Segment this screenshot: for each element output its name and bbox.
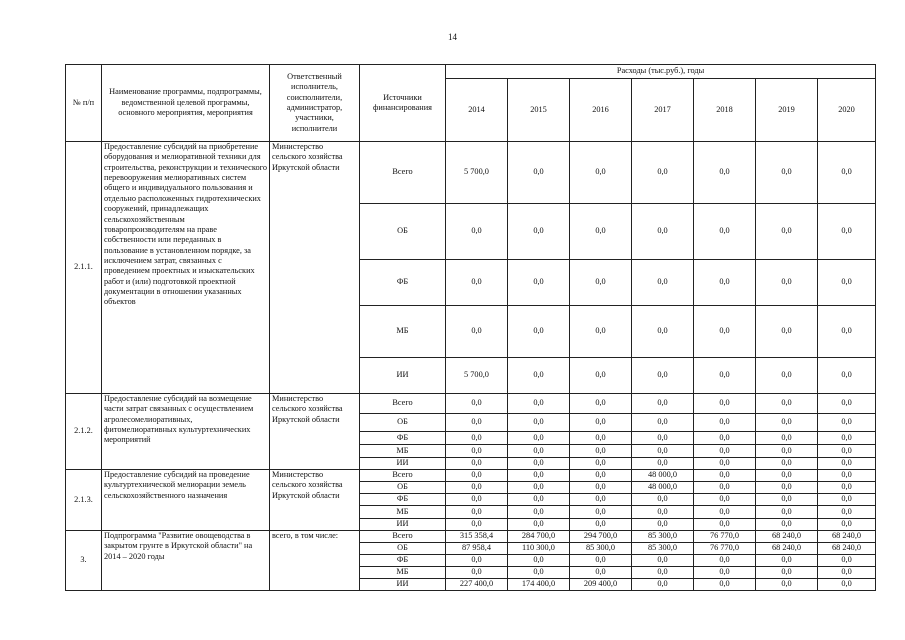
expense-value: 68 240,0 <box>756 531 818 543</box>
table-row <box>66 394 876 414</box>
row-number: 2.1.2. <box>66 394 102 470</box>
expense-value: 0,0 <box>632 432 694 445</box>
table-row <box>66 470 876 482</box>
expense-value: 0,0 <box>570 567 632 579</box>
expense-value: 0,0 <box>756 470 818 482</box>
expense-value: 85 300,0 <box>570 543 632 555</box>
expense-value: 0,0 <box>818 394 876 414</box>
expense-value: 0,0 <box>508 458 570 470</box>
funding-source: ИИ <box>360 358 446 394</box>
funding-source: Всего <box>360 531 446 543</box>
expense-value: 0,0 <box>756 567 818 579</box>
funding-source: МБ <box>360 567 446 579</box>
expense-value: 0,0 <box>446 204 508 260</box>
expense-value: 0,0 <box>694 458 756 470</box>
expense-value: 68 240,0 <box>818 531 876 543</box>
row-number: 2.1.1. <box>66 142 102 394</box>
expense-value: 85 300,0 <box>632 531 694 543</box>
expense-value: 0,0 <box>446 555 508 567</box>
funding-source: МБ <box>360 445 446 458</box>
header-year: 2019 <box>756 79 818 142</box>
expense-value: 0,0 <box>508 555 570 567</box>
expense-value: 0,0 <box>570 204 632 260</box>
expense-value: 0,0 <box>632 445 694 458</box>
funding-source: ФБ <box>360 260 446 306</box>
expense-value: 0,0 <box>446 394 508 414</box>
expense-value: 0,0 <box>756 142 818 204</box>
expense-value: 0,0 <box>570 414 632 432</box>
page-number: 14 <box>448 32 457 42</box>
expense-value: 0,0 <box>756 260 818 306</box>
expense-value: 0,0 <box>756 414 818 432</box>
row-number: 3. <box>66 531 102 591</box>
expense-value: 0,0 <box>446 567 508 579</box>
expense-value: 0,0 <box>694 519 756 531</box>
expense-value: 0,0 <box>694 432 756 445</box>
expense-value: 0,0 <box>818 482 876 494</box>
expense-value: 0,0 <box>508 506 570 519</box>
expense-value: 0,0 <box>446 458 508 470</box>
expense-value: 0,0 <box>508 142 570 204</box>
expense-value: 0,0 <box>446 414 508 432</box>
expense-value: 0,0 <box>570 494 632 506</box>
header-year: 2014 <box>446 79 508 142</box>
expense-value: 0,0 <box>570 445 632 458</box>
expense-value: 0,0 <box>446 432 508 445</box>
expense-value: 0,0 <box>632 260 694 306</box>
expense-value: 0,0 <box>508 470 570 482</box>
expense-value: 0,0 <box>818 306 876 358</box>
expense-value: 0,0 <box>818 555 876 567</box>
expense-value: 0,0 <box>508 482 570 494</box>
expense-value: 0,0 <box>756 394 818 414</box>
table-header <box>66 65 876 142</box>
expense-value: 0,0 <box>508 394 570 414</box>
expense-value: 68 240,0 <box>756 543 818 555</box>
expense-value: 68 240,0 <box>818 543 876 555</box>
header-expenses: Расходы (тыс.руб.), годы <box>446 65 876 79</box>
expense-value: 0,0 <box>694 482 756 494</box>
expense-value: 0,0 <box>818 142 876 204</box>
expense-value: 0,0 <box>818 470 876 482</box>
funding-source: ОБ <box>360 482 446 494</box>
expense-value: 0,0 <box>694 358 756 394</box>
expense-value: 0,0 <box>818 445 876 458</box>
expense-value: 76 770,0 <box>694 531 756 543</box>
header-year: 2017 <box>632 79 694 142</box>
funding-source: Всего <box>360 142 446 204</box>
expense-value: 0,0 <box>694 506 756 519</box>
expense-value: 0,0 <box>756 506 818 519</box>
expense-value: 0,0 <box>446 470 508 482</box>
expense-value: 0,0 <box>694 306 756 358</box>
expense-value: 0,0 <box>632 579 694 591</box>
expense-value: 0,0 <box>570 519 632 531</box>
expense-value: 0,0 <box>508 567 570 579</box>
header-name: Наименование программы, подпрограммы, ведомственной целевой программы, основного мероприятия, мероприятия <box>102 65 270 142</box>
expense-value: 48 000,0 <box>632 482 694 494</box>
expense-value: 315 358,4 <box>446 531 508 543</box>
expense-value: 0,0 <box>694 579 756 591</box>
expense-value: 0,0 <box>508 358 570 394</box>
budget-table <box>65 64 876 591</box>
header-sources: Источники финансирования <box>360 65 446 142</box>
table-row <box>66 531 876 543</box>
responsible-executor: всего, в том числе: <box>270 531 360 591</box>
expense-value: 0,0 <box>570 432 632 445</box>
expense-value: 0,0 <box>632 567 694 579</box>
expense-value: 0,0 <box>818 494 876 506</box>
expense-value: 0,0 <box>694 394 756 414</box>
expense-value: 174 400,0 <box>508 579 570 591</box>
funding-source: ИИ <box>360 579 446 591</box>
measure-name: Предоставление субсидий на проведение культуртехнической мелиорации земель сельскохозяйственного назначения <box>102 470 270 531</box>
funding-source: ИИ <box>360 519 446 531</box>
expense-value: 0,0 <box>632 519 694 531</box>
expense-value: 0,0 <box>632 142 694 204</box>
expense-value: 76 770,0 <box>694 543 756 555</box>
expense-value: 0,0 <box>694 204 756 260</box>
expense-value: 0,0 <box>508 445 570 458</box>
expense-value: 0,0 <box>632 394 694 414</box>
expense-value: 0,0 <box>570 260 632 306</box>
expense-value: 0,0 <box>756 458 818 470</box>
header-responsible: Ответственный исполнитель, соисполнители, администратор, участники, исполнители <box>270 65 360 142</box>
expense-value: 0,0 <box>818 204 876 260</box>
expense-value: 0,0 <box>632 555 694 567</box>
expense-value: 85 300,0 <box>632 543 694 555</box>
expense-value: 0,0 <box>694 494 756 506</box>
funding-source: МБ <box>360 306 446 358</box>
expense-value: 0,0 <box>756 482 818 494</box>
header-no: № п/п <box>66 65 102 142</box>
expense-value: 0,0 <box>508 260 570 306</box>
table-body <box>66 142 876 591</box>
expense-value: 0,0 <box>818 458 876 470</box>
expense-value: 0,0 <box>570 482 632 494</box>
expense-value: 0,0 <box>818 358 876 394</box>
expense-value: 0,0 <box>570 458 632 470</box>
expense-value: 0,0 <box>632 494 694 506</box>
measure-name: Подпрограмма "Развитие овощеводства в закрытом грунте в Иркутской области" на 2014 – 2020 годы <box>102 531 270 591</box>
funding-source: ОБ <box>360 543 446 555</box>
responsible-executor: Министерство сельского хозяйства Иркутской области <box>270 142 360 394</box>
expense-value: 0,0 <box>818 506 876 519</box>
expense-value: 0,0 <box>632 204 694 260</box>
expense-value: 87 958,4 <box>446 543 508 555</box>
expense-value: 0,0 <box>694 445 756 458</box>
expense-value: 0,0 <box>632 358 694 394</box>
header-year: 2018 <box>694 79 756 142</box>
expense-value: 0,0 <box>446 260 508 306</box>
expense-value: 284 700,0 <box>508 531 570 543</box>
header-year: 2015 <box>508 79 570 142</box>
expense-value: 0,0 <box>694 470 756 482</box>
funding-source: ФБ <box>360 432 446 445</box>
expense-value: 0,0 <box>570 555 632 567</box>
expense-value: 0,0 <box>446 306 508 358</box>
funding-source: Всего <box>360 394 446 414</box>
measure-name: Предоставление субсидий на приобретение оборудования и мелиоративной техники для строительства, реконструкции и технического перевооружения мелиоративных систем общего и индивидуального пользования и отдельно расположенных гидротехнических сооружений, принадлежащих сельскохозяйственным товаропроизводителям на праве собственности или переданных в пользование в установленном порядке, за исключением затрат, связанных с проведением проектных и изыскательских работ и (или) подготовкой проектной документации в отношении указанных объектов <box>102 142 270 394</box>
row-number: 2.1.3. <box>66 470 102 531</box>
expense-value: 0,0 <box>756 306 818 358</box>
expense-value: 209 400,0 <box>570 579 632 591</box>
expense-value: 0,0 <box>756 555 818 567</box>
header-year: 2020 <box>818 79 876 142</box>
funding-source: ИИ <box>360 458 446 470</box>
funding-source: ФБ <box>360 555 446 567</box>
expense-value: 0,0 <box>508 204 570 260</box>
expense-value: 0,0 <box>756 432 818 445</box>
expense-value: 0,0 <box>446 482 508 494</box>
expense-value: 0,0 <box>694 567 756 579</box>
expense-value: 0,0 <box>756 445 818 458</box>
expense-value: 0,0 <box>756 519 818 531</box>
expense-value: 0,0 <box>756 579 818 591</box>
expense-value: 110 300,0 <box>508 543 570 555</box>
expense-value: 0,0 <box>570 142 632 204</box>
responsible-executor: Министерство сельского хозяйства Иркутской области <box>270 470 360 531</box>
funding-source: ОБ <box>360 414 446 432</box>
expense-value: 0,0 <box>818 260 876 306</box>
expense-value: 0,0 <box>508 494 570 506</box>
expense-value: 0,0 <box>756 204 818 260</box>
expense-value: 0,0 <box>446 494 508 506</box>
expense-value: 0,0 <box>694 142 756 204</box>
expense-value: 0,0 <box>570 506 632 519</box>
header-year: 2016 <box>570 79 632 142</box>
expense-value: 5 700,0 <box>446 358 508 394</box>
expense-value: 0,0 <box>508 306 570 358</box>
funding-source: ФБ <box>360 494 446 506</box>
expense-value: 0,0 <box>570 306 632 358</box>
expense-value: 0,0 <box>756 494 818 506</box>
expense-value: 0,0 <box>570 470 632 482</box>
expense-value: 0,0 <box>508 519 570 531</box>
expense-value: 0,0 <box>632 506 694 519</box>
table-row <box>66 142 876 204</box>
funding-source: Всего <box>360 470 446 482</box>
expense-value: 5 700,0 <box>446 142 508 204</box>
funding-source: МБ <box>360 506 446 519</box>
expense-value: 48 000,0 <box>632 470 694 482</box>
expense-value: 0,0 <box>508 414 570 432</box>
expense-value: 0,0 <box>446 506 508 519</box>
expense-value: 0,0 <box>756 358 818 394</box>
measure-name: Предоставление субсидий на возмещение части затрат связанных с осуществлением агролесомелиоративных, фитомелиоративных культуртехнических мероприятий <box>102 394 270 470</box>
expense-value: 0,0 <box>632 306 694 358</box>
expense-value: 0,0 <box>818 567 876 579</box>
expense-value: 0,0 <box>570 358 632 394</box>
expense-value: 0,0 <box>694 260 756 306</box>
expense-value: 0,0 <box>632 414 694 432</box>
expense-value: 0,0 <box>818 414 876 432</box>
expense-value: 227 400,0 <box>446 579 508 591</box>
expense-value: 0,0 <box>694 414 756 432</box>
expense-value: 0,0 <box>694 555 756 567</box>
responsible-executor: Министерство сельского хозяйства Иркутской области <box>270 394 360 470</box>
expense-value: 0,0 <box>508 432 570 445</box>
expense-value: 0,0 <box>818 579 876 591</box>
expense-value: 0,0 <box>818 432 876 445</box>
funding-source: ОБ <box>360 204 446 260</box>
expense-value: 0,0 <box>632 458 694 470</box>
expense-value: 294 700,0 <box>570 531 632 543</box>
expense-value: 0,0 <box>446 445 508 458</box>
expense-value: 0,0 <box>446 519 508 531</box>
expense-value: 0,0 <box>570 394 632 414</box>
expense-value: 0,0 <box>818 519 876 531</box>
